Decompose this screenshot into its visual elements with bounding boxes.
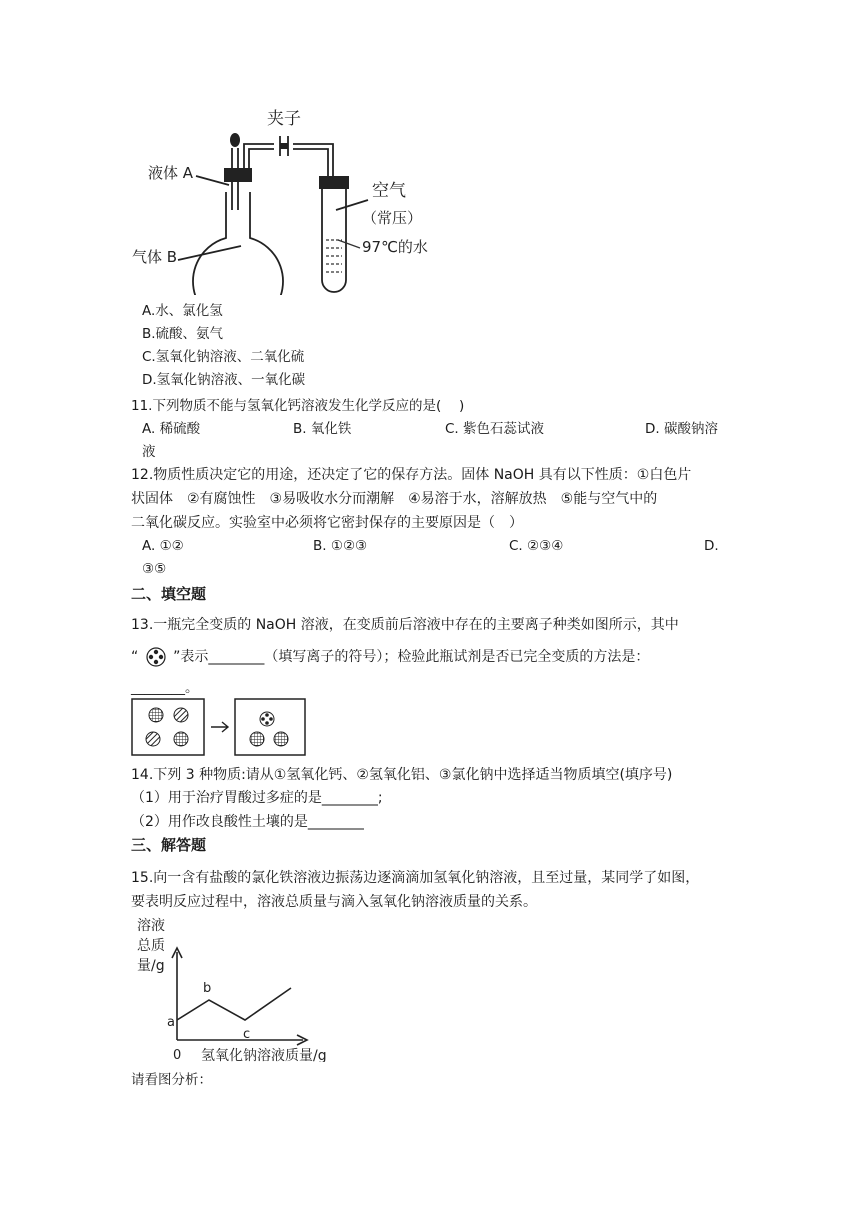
section-heading-fill-in: 二、填空题 <box>131 585 207 603</box>
mass-graph <box>131 912 351 1062</box>
q15-line-2: 要表明反应过程中，溶液总质量与滴入氢氧化钠溶液质量的关系。 <box>131 894 537 910</box>
q12-option-a: A. ①② <box>142 538 184 554</box>
label-pressure: （常压） <box>362 209 423 227</box>
q10-option-a: A.水、氯化氢 <box>142 303 223 319</box>
apparatus-figure <box>128 100 448 295</box>
ion-diagram <box>131 697 307 759</box>
q13-line-2 <box>131 646 649 668</box>
label-gas-b: 气体 B <box>132 248 178 266</box>
q11-stem: 11.下列物质不能与氢氧化钙溶液发生化学反应的是( ) <box>131 398 465 414</box>
q13-line-2-text: ”表示________（填写离子的符号）；检验此瓶试剂是否已完全变质的方法是： <box>173 649 650 665</box>
q12-line-2: 状固体 ②有腐蚀性 ③易吸收水分而潮解 ④易溶于水，溶解放热 ⑤能与空气中的 <box>131 491 658 507</box>
q11-option-b: B. 氧化铁 <box>293 421 352 437</box>
graph-ylabel-3: 量/g <box>137 958 165 974</box>
q14-line-2: （1）用于治疗胃酸过多症的是________; <box>131 790 383 806</box>
q15-line-1: 15.向一含有盐酸的氯化铁溶液边振荡边逐滴滴加氢氧化钠溶液，且至过量，某同学了如图， <box>131 870 700 886</box>
q10-option-b: B.硫酸、氨气 <box>142 326 224 342</box>
section-heading-solve: 三、解答题 <box>131 836 207 854</box>
q13-quote-open: “ <box>131 649 139 665</box>
label-clip: 夹子 <box>267 109 301 129</box>
q12-option-b: B. ①②③ <box>313 538 368 554</box>
q13-line-3: ________。 <box>131 680 199 696</box>
q14-line-1: 14.下列 3 种物质:请从①氢氧化钙、②氢氧化铝、③氯化钠中选择适当物质填空(填序号) <box>131 767 673 783</box>
q12-line-3: 二氧化碳反应。实验室中必须将它密封保存的主要原因是（ ） <box>131 515 523 531</box>
label-air: 空气 <box>372 181 406 201</box>
q10-option-d: D.氢氧化钠溶液、一氧化碳 <box>142 372 306 388</box>
q12-option-c: C. ②③④ <box>509 538 564 554</box>
graph-point-a: a <box>167 1015 175 1030</box>
q12-option-d-wrap: ③⑤ <box>142 561 167 577</box>
graph-ylabel-1: 溶液 <box>137 918 165 934</box>
graph-xlabel: 氢氧化钠溶液质量/g <box>201 1048 327 1062</box>
graph-point-c: c <box>243 1027 251 1042</box>
q12-option-d: D. <box>704 538 719 554</box>
label-liquid-a: 液体 A <box>148 164 194 182</box>
q13-line-1: 13.一瓶完全变质的 NaOH 溶液，在变质前后溶液中存在的主要离子种类如图所示，其中 <box>131 617 679 633</box>
graph-point-b: b <box>203 981 212 996</box>
q11-option-d-wrap: 液 <box>142 444 156 460</box>
graph-origin: 0 <box>173 1048 182 1062</box>
mass-curve <box>177 988 291 1020</box>
label-water: 97℃的水 <box>362 238 428 256</box>
q15-tail: 请看图分析： <box>131 1072 212 1088</box>
q12-line-1: 12.物质性质决定它的用途，还决定了它的保存方法。固体 NaOH 具有以下性质：①白色片 <box>131 467 692 483</box>
ion-symbol-icon <box>145 646 167 668</box>
q14-line-3: （2）用作改良酸性土壤的是________ <box>131 814 364 830</box>
q10-option-c: C.氢氧化钠溶液、二氧化硫 <box>142 349 305 365</box>
graph-ylabel-2: 总质 <box>137 938 165 954</box>
q11-option-c: C. 紫色石蕊试液 <box>445 421 545 437</box>
q11-option-a: A. 稀硫酸 <box>142 421 201 437</box>
q11-option-d: D. 碳酸钠溶 <box>645 421 718 437</box>
